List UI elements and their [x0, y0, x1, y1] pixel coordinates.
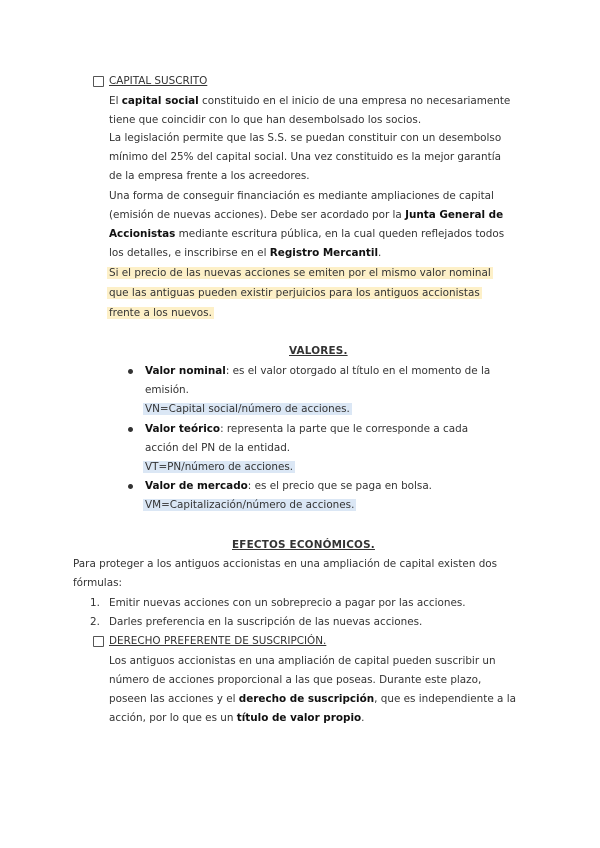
numbered-item: Emitir nuevas acciones con un sobreprecio a pagar por las acciones. — [109, 597, 466, 609]
heading-valores: VALORES. — [289, 345, 348, 357]
paragraph-line: Los antiguos accionistas en una ampliación de capital pueden suscribir un — [109, 655, 496, 667]
paragraph-line: Para proteger a los antiguos accionistas en una ampliación de capital existen dos — [73, 558, 498, 570]
list-item: Valor nominal: es el valor otorgado al título en el momento de la — [145, 365, 491, 377]
list-item-cont: emisión. — [145, 384, 189, 396]
section-title-capital-suscrito: CAPITAL SUSCRITO — [109, 75, 208, 87]
section-title-derecho-preferente: DERECHO PREFERENTE DE SUSCRIPCIÓN. — [109, 635, 327, 647]
formula-vm: VM=Capitalización/número de acciones. — [145, 499, 355, 511]
paragraph-line: acción, por lo que es un título de valor propio. — [109, 712, 365, 724]
paragraph-line: mínimo del 25% del capital social. Una vez constituido es la mejor garantía — [109, 151, 501, 163]
paragraph-line: El capital social constituido en el inicio de una empresa no necesariamente — [109, 95, 511, 107]
list-number: 1. — [90, 597, 100, 609]
list-number: 2. — [90, 616, 100, 628]
paragraph-line: fórmulas: — [73, 577, 122, 589]
paragraph-line: los detalles, e inscribirse en el Registro Mercantil. — [109, 247, 382, 259]
paragraph-line: de la empresa frente a los acreedores. — [109, 170, 310, 182]
highlighted-line: que las antiguas pueden existir perjuicios para los antiguos accionistas — [109, 287, 480, 299]
checkbox-capital-suscrito[interactable] — [93, 76, 104, 87]
bullet-dot — [128, 369, 133, 374]
highlighted-line: frente a los nuevos. — [109, 307, 212, 319]
list-item-cont: acción del PN de la entidad. — [145, 442, 291, 454]
list-item: Valor teórico: representa la parte que le corresponde a cada — [145, 423, 469, 435]
bullet-dot — [128, 484, 133, 489]
bullet-dot — [128, 427, 133, 432]
formula-vn: VN=Capital social/número de acciones. — [145, 403, 350, 415]
paragraph-line: Una forma de conseguir financiación es mediante ampliaciones de capital — [109, 190, 494, 202]
highlighted-line: Si el precio de las nuevas acciones se emiten por el mismo valor nominal — [109, 267, 491, 279]
numbered-item: Darles preferencia en la suscripción de las nuevas acciones. — [109, 616, 423, 628]
heading-efectos-economicos: EFECTOS ECONÓMICOS. — [232, 539, 375, 551]
paragraph-line: poseen las acciones y el derecho de suscripción, que es independiente a la — [109, 693, 516, 705]
paragraph-line: número de acciones proporcional a las que poseas. Durante este plazo, — [109, 674, 482, 686]
checkbox-derecho-preferente[interactable] — [93, 636, 104, 647]
formula-vt: VT=PN/número de acciones. — [145, 461, 294, 473]
paragraph-line: Accionistas mediante escritura pública, en la cual queden reflejados todos — [109, 228, 505, 240]
paragraph-line: tiene que coincidir con lo que han desembolsado los socios. — [109, 114, 422, 126]
paragraph-line: La legislación permite que las S.S. se puedan constituir con un desembolso — [109, 132, 502, 144]
paragraph-line: (emisión de nuevas acciones). Debe ser acordado por la Junta General de — [109, 209, 504, 221]
list-item: Valor de mercado: es el precio que se paga en bolsa. — [145, 480, 432, 492]
